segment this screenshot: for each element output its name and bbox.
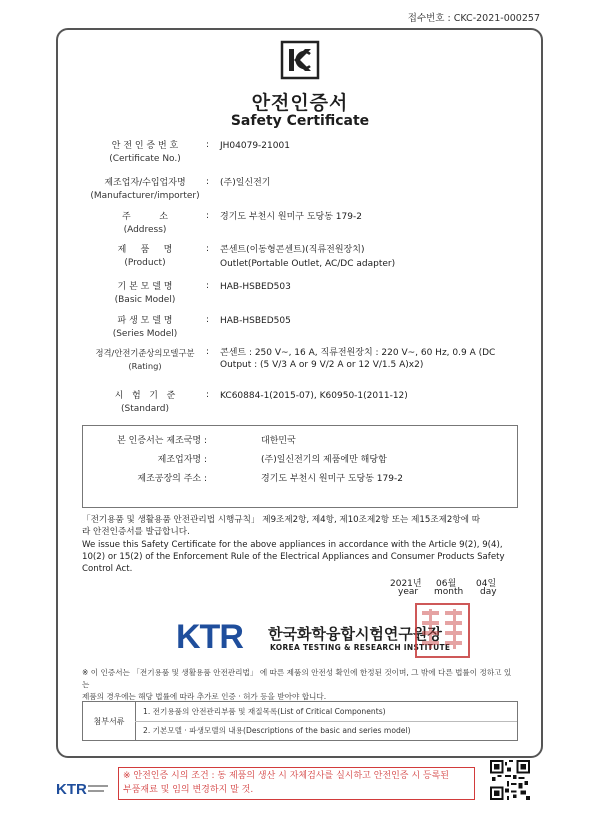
field-label-en: (Rating) — [128, 361, 162, 371]
receipt-number: 접수번호 : CKC-2021-000257 — [407, 13, 540, 24]
attachment-table — [82, 701, 518, 741]
field-label: 기 본 모 델 명 — [117, 282, 173, 292]
title-english: Safety Certificate — [230, 113, 370, 129]
statement-ko-line: 라 안전인증서를 발급합니다. — [82, 527, 190, 537]
field-value: HAB-HSBED505 — [220, 316, 291, 326]
footer-ktr-logo: KTR — [56, 781, 87, 798]
warning-line: 부품재료 및 임의 변경하지 말 것. — [123, 785, 254, 795]
origin-country-value: 대한민국 — [261, 436, 296, 446]
statement-ko-line: 「전기용품 및 생활용품 안전관리법 시행규칙」 제9조제2항, 제4항, 제10조제2항 또는 제15조제2항에 따 — [82, 515, 481, 525]
origin-box — [82, 425, 518, 508]
factory-address-value: 경기도 부천시 원미구 도당동 179-2 — [261, 474, 403, 484]
date-month-en: month — [434, 587, 464, 597]
date-day: 04일 — [476, 579, 497, 589]
date-month: 06월 — [436, 579, 457, 589]
manufacturer-label: 제조업자명 : — [157, 455, 207, 465]
field-label: 시 험 기 준 — [114, 391, 176, 401]
statement-en-line: 10(2) or 15(2) of the Enforcement Rule of the Electrical Appliances and Consumer Products Safety — [82, 552, 505, 562]
field-label-en: (Product) — [124, 258, 166, 268]
warning-box — [118, 767, 475, 800]
field-label-en: (Series Model) — [112, 329, 178, 339]
kc-mark-icon — [280, 40, 320, 80]
field-label-en: (Manufacturer/importer) — [90, 191, 200, 201]
attachment-label: 첨부서류 — [83, 702, 136, 740]
field-value: 콘센트(이동형콘센트)(직류전원장치) — [220, 245, 365, 255]
legal-note — [82, 667, 518, 703]
warning-line: ※ 안전인증 시의 조건 : 동 제품의 생산 시 자체검사를 실시하고 안전인증 시 등록된 — [123, 771, 449, 781]
field-value: HAB-HSBED503 — [220, 282, 291, 292]
field-value: 콘센트 : 250 V~, 16 A, 직류전원장치 : 220 V~, 60 Hz, 0.9 A (DC — [220, 348, 496, 358]
field-label-en: (Address) — [123, 225, 167, 235]
statement-korean — [82, 514, 518, 538]
field-label: 안 전 인 증 번 호 — [111, 141, 179, 151]
legal-note-line: 제품의 경우에는 해당 법률에 따라 추가로 인증 · 허가 등을 받아야 합니다. — [82, 692, 327, 701]
field-value-line2: Output : (5 V/3 A or 9 V/2 A or 12 V/1.5 A)x2) — [220, 360, 424, 370]
qr-code-icon — [490, 760, 530, 800]
attachment-item-2: 2. 기본모델 · 파생모델의 내용(Descriptions of the basic and series model) — [143, 726, 411, 735]
date-day-en: day — [480, 587, 497, 597]
statement-en-line: Control Act. — [82, 564, 133, 574]
attachment-divider — [135, 721, 517, 722]
statement-english — [82, 539, 518, 575]
attachment-item-1: 1. 전기용품의 안전관리부품 및 재질목록(List of Critical Components) — [143, 707, 386, 716]
field-value: 경기도 부천시 원미구 도당동 179-2 — [220, 212, 362, 222]
title-korean: 안전인증서 — [251, 92, 349, 114]
ktr-logo: KTR — [176, 618, 243, 656]
official-seal-icon — [415, 603, 470, 658]
field-value: (주)일신전기 — [220, 178, 271, 188]
field-label: 주 소 — [122, 212, 168, 222]
field-label-en: (Basic Model) — [114, 295, 176, 305]
date-year: 2021년 — [390, 579, 422, 589]
manufacturer-value: (주)일신전기의 제품에만 해당함 — [261, 455, 387, 465]
org-name-english: KOREA TESTING & RESEARCH INSTITUTE — [270, 643, 451, 652]
field-label-en: (Standard) — [121, 404, 169, 414]
origin-country-label: 본 인증서는 제조국명 : — [117, 436, 207, 446]
statement-en-line: We issue this Safety Certificate for the above appliances in accordance with the Article 9(2), 9(4), — [82, 540, 503, 550]
field-value-en: Outlet(Portable Outlet, AC/DC adapter) — [220, 259, 396, 269]
date-year-en: year — [398, 587, 419, 597]
field-value: JH04079-21001 — [220, 141, 290, 151]
field-value: KC60884-1(2015-07), K60950-1(2011-12) — [220, 391, 408, 401]
factory-address-label: 제조공장의 주소 : — [137, 474, 207, 484]
field-label: 파 생 모 델 명 — [117, 316, 173, 326]
field-label: 제 품 명 — [117, 245, 173, 255]
field-label-en: (Certificate No.) — [109, 154, 181, 164]
org-name-korean: 한국화학융합시험연구원장 — [268, 625, 442, 643]
field-label: 제조업자/수입업자명 — [104, 178, 186, 188]
legal-note-line: ※ 이 인증서는 「전기용품 및 생활용품 안전관리법」 에 따른 제품의 안전성 확인에 한정된 것이며, 그 밖에 다른 법률이 정하고 있는 — [82, 668, 512, 689]
footer-ktr-tagline-icon — [88, 784, 110, 798]
field-label: 정격/안전기준상의모델구분 — [95, 348, 195, 358]
